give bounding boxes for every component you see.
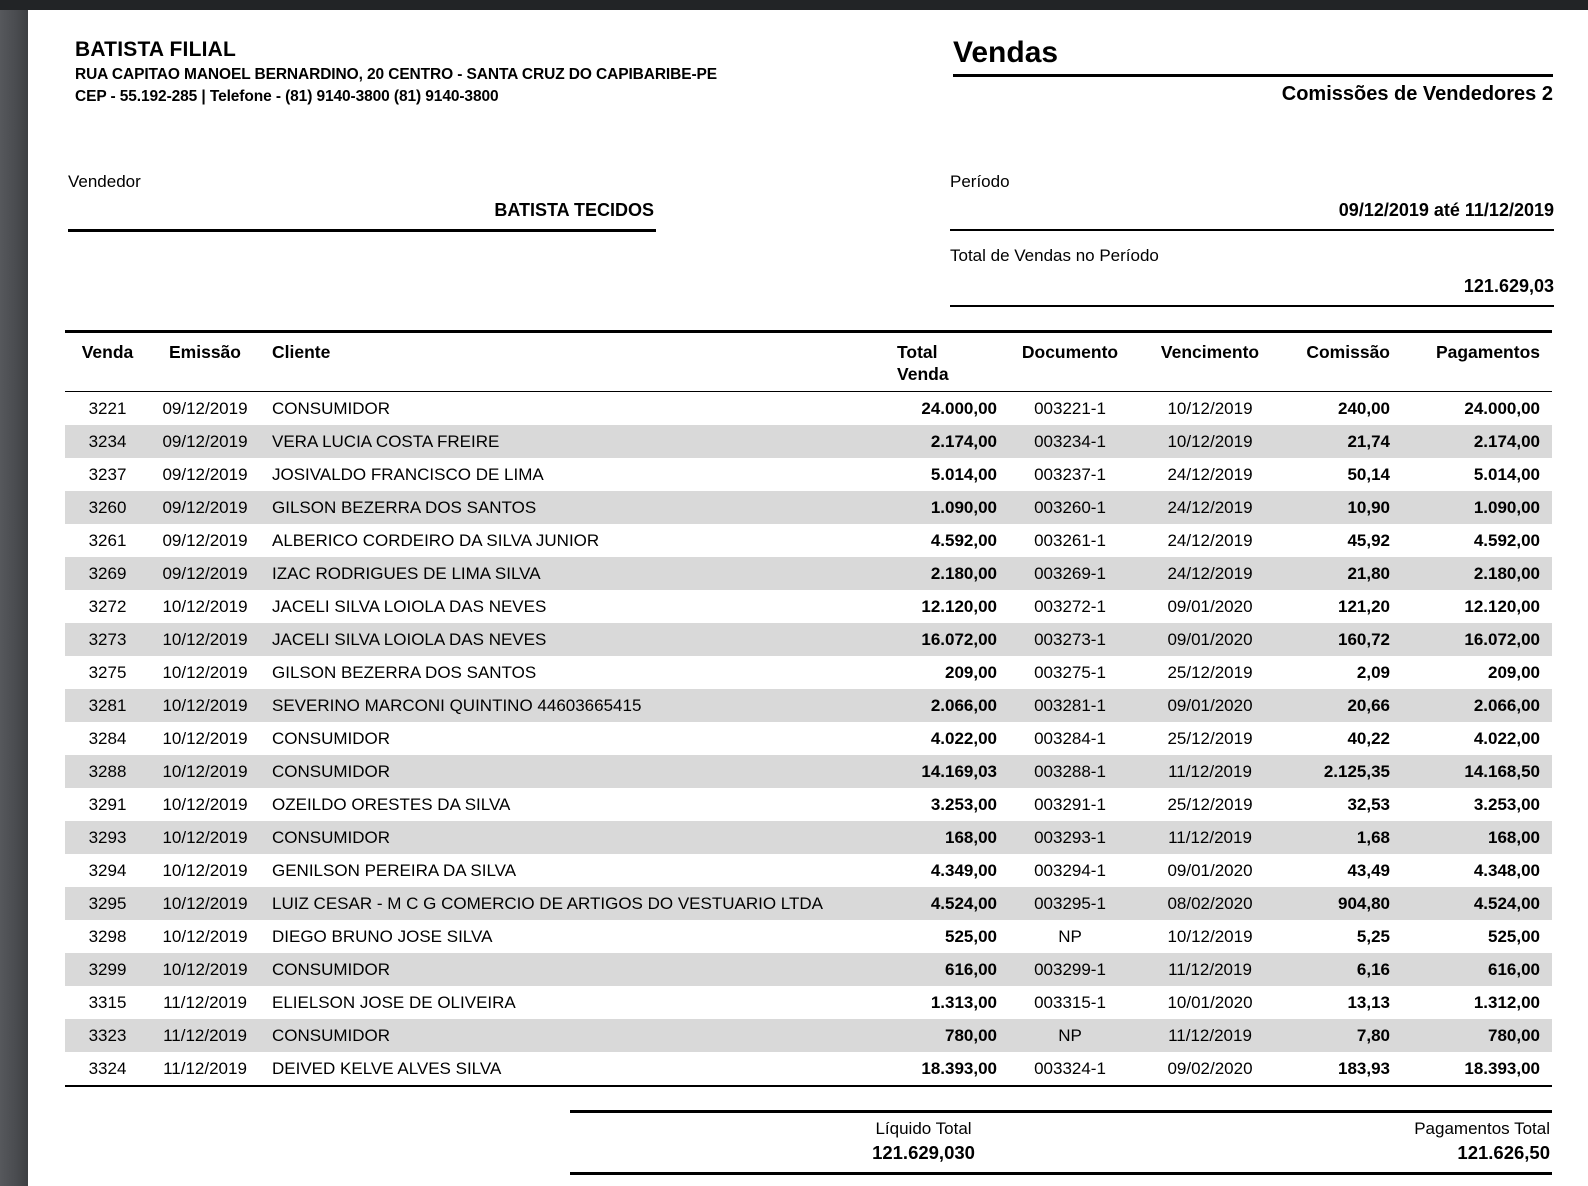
cell-documento: 003237-1 [1034, 465, 1106, 484]
cell-emissao: 10/12/2019 [162, 630, 248, 649]
table-row [65, 557, 1552, 590]
vendedor-label: Vendedor [68, 172, 141, 191]
pagamentos-total-block [1277, 1119, 1552, 1164]
cell-emissao: 09/12/2019 [162, 531, 248, 550]
report-header [953, 36, 1553, 106]
company-name: BATISTA FILIAL [75, 38, 237, 61]
cell-total-venda: 24.000,00 [921, 399, 997, 418]
cell-cliente: CONSUMIDOR [272, 729, 391, 748]
table-row [65, 1019, 1552, 1052]
cell-documento: 003288-1 [1034, 762, 1106, 781]
cell-comissao: 240,00 [1338, 399, 1390, 418]
cell-vencimento: 10/12/2019 [1167, 927, 1253, 946]
cell-venda: 3221 [88, 399, 127, 418]
cell-total-venda: 168,00 [945, 828, 997, 847]
cell-vencimento: 11/12/2019 [1168, 762, 1252, 781]
cell-total-venda: 4.592,00 [930, 531, 997, 550]
window-left-strip [0, 0, 28, 1186]
cell-cliente: CONSUMIDOR [272, 399, 391, 418]
cell-emissao: 10/12/2019 [162, 762, 248, 781]
cell-comissao: 904,80 [1338, 894, 1390, 913]
cell-total-venda: 209,00 [945, 663, 997, 682]
cell-comissao: 43,49 [1347, 861, 1390, 880]
cell-cliente: CONSUMIDOR [272, 960, 391, 979]
cell-pagamentos: 1.312,00 [1473, 993, 1540, 1012]
cell-pagamentos: 12.120,00 [1464, 597, 1540, 616]
cell-vencimento: 11/12/2019 [1168, 828, 1252, 847]
cell-pagamentos: 168,00 [1488, 828, 1540, 847]
cell-total-venda: 16.072,00 [921, 630, 997, 649]
table-row [65, 458, 1552, 491]
cell-cliente: GILSON BEZERRA DOS SANTOS [272, 663, 537, 682]
cell-venda: 3284 [88, 729, 127, 748]
cell-venda: 3298 [88, 927, 127, 946]
cell-pagamentos: 616,00 [1488, 960, 1540, 979]
cell-cliente: GILSON BEZERRA DOS SANTOS [272, 498, 537, 517]
header-vencimento: Vencimento [1160, 342, 1260, 362]
cell-pagamentos: 4.348,00 [1473, 861, 1540, 880]
cell-pagamentos: 14.168,50 [1464, 762, 1540, 781]
table-row [65, 623, 1552, 656]
cell-cliente: CONSUMIDOR [272, 762, 391, 781]
pagamentos-total-label: Pagamentos Total [1414, 1119, 1550, 1138]
cell-venda: 3291 [88, 795, 127, 814]
cell-total-venda: 525,00 [945, 927, 997, 946]
cell-cliente: DEIVED KELVE ALVES SILVA [272, 1059, 502, 1078]
cell-documento: 003272-1 [1034, 597, 1106, 616]
cell-cliente: GENILSON PEREIRA DA SILVA [272, 861, 517, 880]
liquido-total-label: Líquido Total [875, 1119, 972, 1138]
pagamentos-total-value: 121.626,50 [1457, 1142, 1550, 1163]
cell-vencimento: 25/12/2019 [1167, 729, 1253, 748]
header-documento: Documento [1021, 342, 1119, 362]
company-contact: CEP - 55.192-285 | Telefone - (81) 9140-3800 (81) 9140-3800 [75, 88, 499, 105]
cell-documento: 003273-1 [1034, 630, 1106, 649]
cell-emissao: 10/12/2019 [162, 927, 248, 946]
report-title: Vendas [953, 36, 1553, 77]
table-row [65, 689, 1552, 722]
cell-total-venda: 2.174,00 [930, 432, 997, 451]
cell-venda: 3315 [88, 993, 127, 1012]
cell-documento: 003260-1 [1034, 498, 1106, 517]
header-pagamentos: Pagamentos [1435, 342, 1540, 362]
table-row [65, 788, 1552, 821]
cell-vencimento: 11/12/2019 [1168, 1026, 1252, 1045]
cell-cliente: IZAC RODRIGUES DE LIMA SILVA [272, 564, 541, 583]
cell-total-venda: 780,00 [945, 1026, 997, 1045]
cell-emissao: 10/12/2019 [162, 696, 248, 715]
window-top-band [0, 0, 1588, 10]
cell-comissao: 7,80 [1356, 1026, 1390, 1045]
cell-venda: 3299 [88, 960, 127, 979]
cell-vencimento: 09/01/2020 [1167, 861, 1253, 880]
company-address: RUA CAPITAO MANOEL BERNARDINO, 20 CENTRO - SANTA CRUZ DO CAPIBARIBE-PE [75, 66, 718, 83]
cell-cliente: CONSUMIDOR [272, 828, 391, 847]
cell-pagamentos: 2.174,00 [1473, 432, 1540, 451]
cell-documento: NP [1058, 927, 1082, 946]
cell-documento: 003261-1 [1034, 531, 1106, 550]
cell-emissao: 10/12/2019 [162, 828, 248, 847]
header-venda: Venda [81, 342, 134, 362]
cell-emissao: 09/12/2019 [162, 498, 248, 517]
cell-cliente: DIEGO BRUNO JOSE SILVA [272, 927, 493, 946]
cell-emissao: 10/12/2019 [162, 795, 248, 814]
header-comissao: Comissão [1306, 342, 1390, 362]
header-total-line2: Venda [897, 363, 949, 384]
sales-table [65, 330, 1552, 1087]
cell-venda: 3288 [88, 762, 127, 781]
cell-comissao: 21,80 [1347, 564, 1390, 583]
table-row [65, 755, 1552, 788]
cell-vencimento: 25/12/2019 [1167, 795, 1253, 814]
cell-total-venda: 616,00 [945, 960, 997, 979]
cell-venda: 3295 [88, 894, 127, 913]
liquido-total-value: 121.629,030 [872, 1142, 975, 1163]
cell-total-venda: 5.014,00 [930, 465, 997, 484]
cell-pagamentos: 525,00 [1488, 927, 1540, 946]
cell-emissao: 11/12/2019 [163, 993, 247, 1012]
cell-total-venda: 4.022,00 [930, 729, 997, 748]
cell-vencimento: 10/12/2019 [1167, 399, 1253, 418]
cell-pagamentos: 2.066,00 [1473, 696, 1540, 715]
cell-venda: 3281 [88, 696, 127, 715]
cell-emissao: 11/12/2019 [163, 1026, 247, 1045]
cell-cliente: OZEILDO ORESTES DA SILVA [272, 795, 511, 814]
cell-vencimento: 09/01/2020 [1167, 630, 1253, 649]
cell-comissao: 13,13 [1347, 993, 1390, 1012]
cell-emissao: 10/12/2019 [162, 894, 248, 913]
cell-venda: 3273 [88, 630, 127, 649]
cell-comissao: 5,25 [1356, 927, 1390, 946]
cell-comissao: 40,22 [1347, 729, 1390, 748]
cell-comissao: 2.125,35 [1323, 762, 1390, 781]
cell-comissao: 6,16 [1356, 960, 1390, 979]
liquido-total-block [570, 1119, 1277, 1164]
cell-emissao: 09/12/2019 [162, 432, 248, 451]
table-row [65, 854, 1552, 887]
cell-comissao: 1,68 [1356, 828, 1390, 847]
cell-documento: 003293-1 [1034, 828, 1106, 847]
cell-comissao: 20,66 [1347, 696, 1390, 715]
cell-comissao: 160,72 [1338, 630, 1390, 649]
cell-pagamentos: 3.253,00 [1473, 795, 1540, 814]
cell-total-venda: 4.349,00 [930, 861, 997, 880]
report-subtitle: Comissões de Vendedores 2 [1281, 83, 1553, 105]
cell-comissao: 2,09 [1356, 663, 1390, 682]
cell-emissao: 10/12/2019 [162, 729, 248, 748]
cell-total-venda: 1.090,00 [930, 498, 997, 517]
cell-venda: 3323 [88, 1026, 127, 1045]
table-row [65, 920, 1552, 953]
total-vendas-field [950, 246, 1554, 307]
cell-total-venda: 2.066,00 [930, 696, 997, 715]
header-total-line1: Total [897, 342, 938, 362]
cell-venda: 3272 [88, 597, 127, 616]
cell-pagamentos: 780,00 [1488, 1026, 1540, 1045]
table-row [65, 986, 1552, 1019]
cell-total-venda: 2.180,00 [930, 564, 997, 583]
cell-vencimento: 25/12/2019 [1167, 663, 1253, 682]
table-row [65, 491, 1552, 524]
cell-cliente: LUIZ CESAR - M C G COMERCIO DE ARTIGOS DO VESTUARIO LTDA [272, 894, 823, 913]
cell-documento: 003234-1 [1034, 432, 1106, 451]
cell-total-venda: 4.524,00 [930, 894, 997, 913]
cell-emissao: 11/12/2019 [163, 1059, 247, 1078]
cell-venda: 3324 [88, 1059, 127, 1078]
cell-vencimento: 24/12/2019 [1167, 465, 1253, 484]
cell-vencimento: 10/01/2020 [1167, 993, 1253, 1012]
vendedor-value: BATISTA TECIDOS [494, 200, 654, 220]
cell-venda: 3234 [88, 432, 127, 451]
cell-vencimento: 09/01/2020 [1167, 597, 1253, 616]
cell-vencimento: 11/12/2019 [1168, 960, 1252, 979]
cell-vencimento: 24/12/2019 [1167, 531, 1253, 550]
cell-pagamentos: 4.592,00 [1473, 531, 1540, 550]
cell-emissao: 09/12/2019 [162, 465, 248, 484]
cell-venda: 3260 [88, 498, 127, 517]
cell-comissao: 21,74 [1347, 432, 1390, 451]
cell-cliente: ELIELSON JOSE DE OLIVEIRA [272, 993, 516, 1012]
cell-pagamentos: 1.090,00 [1473, 498, 1540, 517]
cell-comissao: 50,14 [1347, 465, 1390, 484]
cell-cliente: JACELI SILVA LOIOLA DAS NEVES [272, 597, 547, 616]
cell-total-venda: 3.253,00 [930, 795, 997, 814]
cell-comissao: 32,53 [1347, 795, 1390, 814]
cell-cliente: VERA LUCIA COSTA FREIRE [272, 432, 500, 451]
cell-pagamentos: 16.072,00 [1464, 630, 1540, 649]
cell-pagamentos: 209,00 [1488, 663, 1540, 682]
cell-comissao: 183,93 [1338, 1059, 1390, 1078]
vendedor-field [68, 172, 656, 232]
table-row [65, 425, 1552, 458]
cell-vencimento: 08/02/2020 [1167, 894, 1253, 913]
table-row [65, 887, 1552, 920]
cell-comissao: 121,20 [1338, 597, 1390, 616]
cell-cliente: JACELI SILVA LOIOLA DAS NEVES [272, 630, 547, 649]
header-cliente: Cliente [272, 342, 331, 362]
cell-venda: 3261 [88, 531, 127, 550]
table-row [65, 722, 1552, 755]
total-vendas-label: Total de Vendas no Período [950, 246, 1159, 265]
cell-documento: 003299-1 [1034, 960, 1106, 979]
cell-emissao: 10/12/2019 [162, 960, 248, 979]
cell-documento: 003324-1 [1034, 1059, 1106, 1078]
table-row [65, 821, 1552, 854]
table-row [65, 953, 1552, 986]
table-row [65, 392, 1552, 425]
periodo-label: Período [950, 172, 1010, 191]
cell-pagamentos: 2.180,00 [1473, 564, 1540, 583]
cell-pagamentos: 4.022,00 [1473, 729, 1540, 748]
cell-pagamentos: 5.014,00 [1473, 465, 1540, 484]
table-row [65, 524, 1552, 557]
periodo-field [950, 172, 1554, 231]
cell-emissao: 10/12/2019 [162, 861, 248, 880]
cell-vencimento: 10/12/2019 [1167, 432, 1253, 451]
report-page [28, 10, 1588, 1186]
cell-venda: 3237 [88, 465, 127, 484]
cell-cliente: CONSUMIDOR [272, 1026, 391, 1045]
cell-pagamentos: 4.524,00 [1473, 894, 1540, 913]
totals-footer [570, 1110, 1552, 1175]
cell-documento: 003275-1 [1034, 663, 1106, 682]
cell-emissao: 10/12/2019 [162, 663, 248, 682]
cell-vencimento: 09/01/2020 [1167, 696, 1253, 715]
table-row [65, 656, 1552, 689]
sales-table-body [65, 392, 1552, 1085]
cell-venda: 3275 [88, 663, 127, 682]
cell-pagamentos: 18.393,00 [1464, 1059, 1540, 1078]
cell-vencimento: 24/12/2019 [1167, 564, 1253, 583]
header-emissao: Emissão [169, 342, 241, 362]
cell-comissao: 10,90 [1347, 498, 1390, 517]
cell-documento: 003294-1 [1034, 861, 1106, 880]
cell-documento: 003291-1 [1034, 795, 1106, 814]
cell-vencimento: 24/12/2019 [1167, 498, 1253, 517]
cell-cliente: JOSIVALDO FRANCISCO DE LIMA [272, 465, 544, 484]
cell-cliente: SEVERINO MARCONI QUINTINO 44603665415 [272, 696, 642, 715]
table-row [65, 590, 1552, 623]
cell-documento: 003284-1 [1034, 729, 1106, 748]
cell-documento: 003221-1 [1034, 399, 1106, 418]
cell-emissao: 10/12/2019 [162, 597, 248, 616]
cell-total-venda: 12.120,00 [921, 597, 997, 616]
cell-documento: 003269-1 [1034, 564, 1106, 583]
cell-vencimento: 09/02/2020 [1167, 1059, 1253, 1078]
cell-documento: NP [1058, 1026, 1082, 1045]
total-vendas-value: 121.629,03 [1463, 276, 1554, 296]
cell-documento: 003281-1 [1034, 696, 1106, 715]
periodo-value: 09/12/2019 até 11/12/2019 [1338, 200, 1554, 220]
cell-total-venda: 18.393,00 [921, 1059, 997, 1078]
cell-total-venda: 14.169,03 [921, 762, 997, 781]
cell-documento: 003295-1 [1034, 894, 1106, 913]
sales-table-header [65, 330, 1552, 392]
table-row [65, 1052, 1552, 1085]
cell-total-venda: 1.313,00 [930, 993, 997, 1012]
cell-cliente: ALBERICO CORDEIRO DA SILVA JUNIOR [272, 531, 600, 550]
cell-emissao: 09/12/2019 [162, 564, 248, 583]
cell-pagamentos: 24.000,00 [1464, 399, 1540, 418]
company-header [75, 38, 905, 106]
header-total-venda [895, 342, 1000, 386]
cell-comissao: 45,92 [1347, 531, 1390, 550]
cell-documento: 003315-1 [1034, 993, 1106, 1012]
cell-venda: 3294 [88, 861, 127, 880]
cell-venda: 3293 [88, 828, 127, 847]
cell-emissao: 09/12/2019 [162, 399, 248, 418]
cell-venda: 3269 [88, 564, 127, 583]
